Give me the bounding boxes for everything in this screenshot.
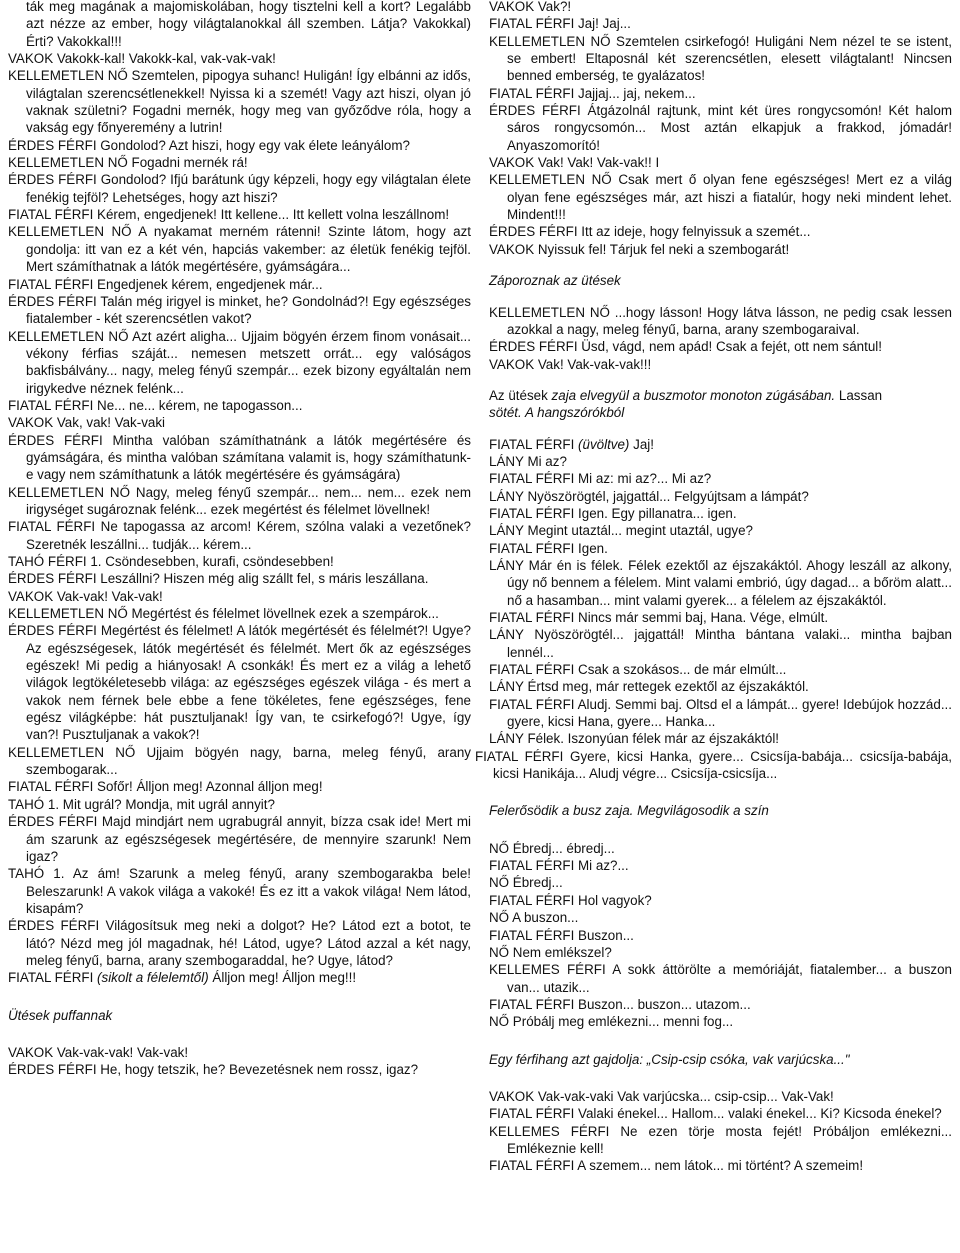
- dialogue-line: NŐ Ébredj... ébredj...: [489, 840, 615, 856]
- dialogue-line: NŐ A buszon...: [489, 910, 579, 926]
- dialogue-line: FIATAL FÉRFI Igen.: [489, 540, 608, 556]
- dialogue-line: ÉRDES FÉRFI Itt az ideje, hogy felnyissuk a szemét...: [489, 224, 811, 240]
- dialogue-line: KELLEMES FÉRFI Ne ezen törje mosta fejét! Próbáljon emlékezni... Emlékeznie kell!: [489, 1123, 952, 1156]
- dialogue-line: FIATAL FÉRFI Jaj! Jaj...: [489, 16, 631, 32]
- spacer: [489, 258, 952, 272]
- dialogue-line: VAKOK Vak-vak! Vak-vak!: [8, 588, 163, 604]
- dialogue-line: FIATAL FÉRFI Csak a szokásos... de már elmúlt...: [489, 662, 787, 678]
- dialogue-line: [8, 969, 471, 986]
- dialogue-line: FIATAL FÉRFI Valaki énekel... Hallom... valaki énekel... Ki? Kicsoda énekel?: [489, 1106, 942, 1122]
- dialogue-line: VAKOK Vak-vak-vaki Vak varjúcska... csip-csip... Vak-Vak!: [489, 1088, 834, 1104]
- inline-direction: (üvöltve): [578, 436, 630, 452]
- dialogue-line: FIATAL FÉRFI Mi az?...: [489, 858, 629, 874]
- dialogue-line: ÉRDES FÉRFI Leszállni? Hiszen még alig szállt fel, s máris leszállana.: [8, 571, 429, 587]
- dialogue-line: FIATAL FÉRFI A szemem... nem látok... mi történt? A szemeim!: [489, 1158, 864, 1174]
- dialogue-line: FIATAL FÉRFI Gyere, kicsi Hanka, gyere... Csicsíja-babája... csicsíja-babája, kicsi Hanikája... Aludj végre... Csicsíja-csicsíja...: [475, 748, 952, 782]
- dialogue-line: FIATAL FÉRFI Engedjenek kérem, engedjenek már...: [8, 276, 323, 292]
- dialogue-line: FIATAL FÉRFI Ne... ne... kérem, ne tapogasson...: [8, 397, 303, 413]
- dialogue-line: KELLEMES FÉRFI A sokk áttörölte a memóriáját, fiatalember... a buszon van... utazik...: [489, 962, 952, 995]
- dialogue-line: KELLEMETLEN NŐ Szemtelen csirkefogó! Huligáni Nem nézel te se istent, se embert! Eltaposnál két szerencsétlen, elesett világtalant! Nincsen benned emberség, te gyalázatos!: [489, 33, 952, 84]
- spacer: [489, 782, 952, 802]
- dialogue-line: LÁNY Félek. Iszonyúan félek már az éjszakáktól!: [489, 731, 780, 747]
- stage-direction: Ütések puffannak: [8, 1007, 113, 1023]
- dialogue-line: KELLEMETLEN NŐ Azt azért aligha... Ujjaim bögyén érzem finom vonásait... vékony férfias száját... nemesen metszett orrát... egy valóságos bakfisbálvány... nagy, meleg fényű szempár... ezek bizony egyáltalán nem irigykedve néznek felénk...: [8, 328, 471, 396]
- spacer: [8, 987, 471, 1007]
- dialogue-line: ÉRDES FÉRFI He, hogy tetszik, he? Bevezetésnek nem rossz, igaz?: [8, 1062, 419, 1078]
- dialogue-line: ÉRDES FÉRFI Üsd, vágd, nem apád! Csak a fejét, ott nem sántul!: [489, 339, 882, 355]
- dialogue-line: FIATAL FÉRFI Kérem, engedjenek! Itt kellene... Itt kellett volna leszállnom!: [8, 207, 450, 223]
- dialogue-text: Álljon meg! Álljon meg!!!: [212, 970, 357, 986]
- dialogue-line: VAKOK Vak, vak! Vak-vaki: [8, 415, 166, 431]
- direction-plain: Az ütések: [489, 387, 548, 403]
- direction-italic: zaja elvegyül a buszmotor monoton zúgásában.: [551, 387, 836, 403]
- dialogue-line: LÁNY Nyöszörögtél... jajgattál! Mintha bántana valaki... mintha bajban lennél...: [489, 627, 952, 660]
- dialogue-line: ÉRDES FÉRFI Világosítsuk meg neki a dolgot? He? Látod ezt a botot, te látó? Nézd meg jól magadnak, hé! Látod, ugye? Látod azzal a két nagy, meleg fényű, barna, arany szembogaraddal, he? Ugye, látod?: [8, 918, 471, 968]
- dialogue-line: FIATAL FÉRFI Jajjaj... jaj, nekem...: [489, 85, 696, 101]
- dialogue-line: FIATAL FÉRFI Mi az: mi az?... Mi az?: [489, 471, 712, 487]
- spacer: [489, 1031, 952, 1051]
- dialogue-line: LÁNY Megint utaztál... megint utaztál, ugye?: [489, 523, 753, 539]
- dialogue-line: NŐ Ébredj...: [489, 875, 563, 891]
- dialogue-line: VAKOK Vakokk-kal! Vakokk-kal, vak-vak-vak!: [8, 51, 276, 67]
- dialogue-line: ÉRDES FÉRFI Átgázolnál rajtunk, mint két üres rongycsomón! Két halom sáros rongycsomón... Most aztán elkapjuk a frakkod, jómadár! Anyaszomorító!: [489, 103, 952, 153]
- stage-direction: Egy férfihang azt gajdolja: „Csip-csip csóka, vak varjúcska...": [489, 1051, 850, 1067]
- dialogue-line: ÉRDES FÉRFI Megértést és félelmet! A látók megértését és félelmét?! Ugye? Az egészségesek, látók megértését és félelmét. Mert ők az egészséges egészek! Mi pedig a hiányosak! A csonkák! És mert ez a világ a lehető világok legtökéletesebb világa: az egészséges egészek világa - és mert a vakok nem férnek bele ebbe a fene tökéletes, fene egészséges, fene egész világképbe: hát pusztuljanak! Így van, te csirkefogó?! Ugye, így van?! Pusztuljanak a vakok?!: [8, 623, 471, 743]
- speaker-name: FIATAL FÉRFI: [8, 970, 94, 986]
- dialogue-line: KELLEMETLEN NŐ Szemtelen, pipogya suhanc! Huligán! Így elbánni az idős, világtalan szerencsétlenekkel! Nyissa ki a szemét! Vagy azt hiszi, olyan jó vaknak születni? Fogadni mernék, hogy meg van győződve róla, hogy a vakság egy főnyeremény a lutrin!: [8, 68, 471, 136]
- dialogue-line: TAHÓ 1. Mit ugrál? Mondja, mit ugrál annyit?: [8, 796, 275, 812]
- dialogue-line: VAKOK Vak?!: [489, 0, 572, 14]
- dialogue-line: KELLEMETLEN NŐ Ujjaim bögyén nagy, barna, meleg fényű, arany szembogarak...: [8, 744, 471, 778]
- dialogue-line: LÁNY Értsd meg, már rettegek ezektől az éjszakáktól.: [489, 679, 809, 695]
- dialogue-line: KELLEMETLEN NŐ A nyakamat merném rátenni! Szinte látom, hogy azt gondolja: itt van ez a két vén, hapciás vakember: az életük fenékig tejföl. Mert számíthatnak a látók megértésére, gyámságára...: [8, 224, 471, 275]
- direction-plain: Lassan: [838, 387, 883, 403]
- dialogue-line: NŐ Nem emlékszel?: [489, 944, 612, 960]
- dialogue-line: LÁNY Mi az?: [489, 453, 567, 469]
- dialogue-line: VAKOK Vak! Vak-vak-vak!!!: [489, 356, 652, 372]
- speaker-name: FIATAL FÉRFI: [489, 436, 575, 452]
- dialogue-line: LÁNY Nyöszörögtél, jajgattál... Felgyújtsam a lámpát?: [489, 488, 809, 504]
- stage-direction: Felerősödik a busz zaja. Megvilágosodik a szín: [489, 803, 769, 819]
- spacer: [489, 373, 952, 387]
- dialogue-line: FIATAL FÉRFI Buszon... buszon... utazom...: [489, 996, 751, 1012]
- dialogue-line: KELLEMETLEN NŐ Fogadni mernék rá!: [8, 155, 248, 171]
- stage-direction-block: [489, 387, 952, 422]
- dialogue-line: KELLEMETLEN NŐ Csak mert ő olyan fene egészséges! Mert ez a világ olyan fene egészséges már, azt hiszi a fiatalúr, hogy neki mindent lehet. Mindent!!!: [489, 172, 952, 223]
- dialogue-line: KELLEMETLEN NŐ Nagy, meleg fényű szempár... nem... nem... ezek nem irigységet sugároznak felénk... ezek megértést és félelmet lövellnek!: [8, 484, 471, 517]
- dialogue-line: TAHÓ FÉRFI 1. Csöndesebben, kurafi, csöndesebben!: [8, 554, 334, 569]
- spacer: [489, 820, 952, 840]
- dialogue-line: FIATAL FÉRFI Aludj. Semmi baj. Oltsd el a lámpát... gyere! Idebújok hozzád... gyere, kicsi Hana, gyere... Hanka...: [489, 696, 952, 730]
- inline-direction: (sikolt a félelemtől): [97, 970, 209, 986]
- dialogue-line: ÉRDES FÉRFI Mintha valóban számíthatnánk a látók megértésére és gyámságára, és mintha valóban számítana valamit is, hogy számíthatunk-e vagy nem számíthatunk a látók megértésére és gyámságára): [8, 432, 471, 483]
- dialogue-line: LÁNY Már én is félek. Félek ezektől az éjszakáktól. Ahogy leszáll az alkony, úgy nő bennem a félelem. Mint valami embrió, úgy dagad... a bőröm alatt... nő a hasamban... mint valami gyerek... a félelem az éjszakáktól.: [489, 557, 952, 608]
- dialogue-line: TAHÓ 1. Az ám! Szarunk a meleg fényű, arany szembogarakba bele! Beleszarunk! A vakok világa a vakoké! És ez itt a vakok világa! Nem látod, kisapám?: [8, 866, 471, 916]
- spacer: [489, 1068, 952, 1088]
- spacer: [489, 422, 952, 436]
- dialogue-line: FIATAL FÉRFI Buszon...: [489, 927, 634, 943]
- dialogue-line: VAKOK Vak! Vak! Vak-vak!! I: [489, 155, 660, 171]
- dialogue-line: KELLEMETLEN NŐ Megértést és félelmet lövellnek ezek a szempárok...: [8, 606, 439, 622]
- dialogue-line: FIATAL FÉRFI Nincs már semmi baj, Hana. Vége, elmúlt.: [489, 610, 829, 625]
- dialogue-line: VAKOK Vak-vak-vak! Vak-vak!: [8, 1044, 189, 1060]
- dialogue-text: Jaj!: [633, 436, 654, 452]
- dialogue-line: FIATAL FÉRFI Sofőr! Álljon meg! Azonnal álljon meg!: [8, 779, 323, 795]
- dialogue-continuation: ták meg magának a majomiskolában, hogy tisztelni kell a kort? Legalább azt nézze az ember, hogy világtalanokkal áll szemben. Látja? Vakokkal) Érti? Vakokkal!!!: [26, 0, 471, 49]
- dialogue-line: FIATAL FÉRFI Igen. Egy pillanatra... igen.: [489, 505, 737, 521]
- dialogue-line: NŐ Próbálj meg emlékezni... menni fog...: [489, 1014, 734, 1030]
- right-column: [475, 0, 952, 1175]
- left-column: [8, 0, 471, 1079]
- dialogue-line: VAKOK Nyissuk fel! Tárjuk fel neki a szembogarát!: [489, 241, 790, 257]
- dialogue-line: ÉRDES FÉRFI Majd mindjárt nem ugrabugrál annyit, bízza csak ide! Mert mi ám szarunk az egészségesek megértésére, de mennyire szarunk! Nem igaz?: [8, 814, 471, 864]
- spacer: [489, 290, 952, 304]
- stage-direction: Záporoznak az ütések: [489, 273, 621, 289]
- spacer: [8, 1024, 471, 1044]
- dialogue-line: [489, 436, 952, 453]
- dialogue-line: FIATAL FÉRFI Ne tapogassa az arcom! Kérem, szólna valaki a vezetőnek? Szeretnék leszállni... tudják... kérem...: [8, 519, 471, 552]
- dialogue-line: KELLEMETLEN NŐ ...hogy lásson! Hogy látva lásson, ne pedig csak lessen azokkal a nagy, meleg fényű, barna, arany szembogaraival.: [489, 304, 952, 337]
- dialogue-line: ÉRDES FÉRFI Gondolod? Azt hiszi, hogy egy vak élete leányálom?: [8, 137, 410, 153]
- direction-italic: sötét. A hangszórókból: [489, 405, 625, 421]
- dialogue-line: FIATAL FÉRFI Hol vagyok?: [489, 892, 652, 908]
- dialogue-line: ÉRDES FÉRFI Gondolod? Ifjú barátunk úgy képzeli, hogy egy világtalan élete fenékig tejföl? Lehetséges, hogy azt hiszi?: [8, 172, 471, 205]
- dialogue-line: ÉRDES FÉRFI Talán még irigyel is minket, he? Gondolnád?! Egy egészséges fiatalember - két szerencsétlen vakot?: [8, 293, 471, 327]
